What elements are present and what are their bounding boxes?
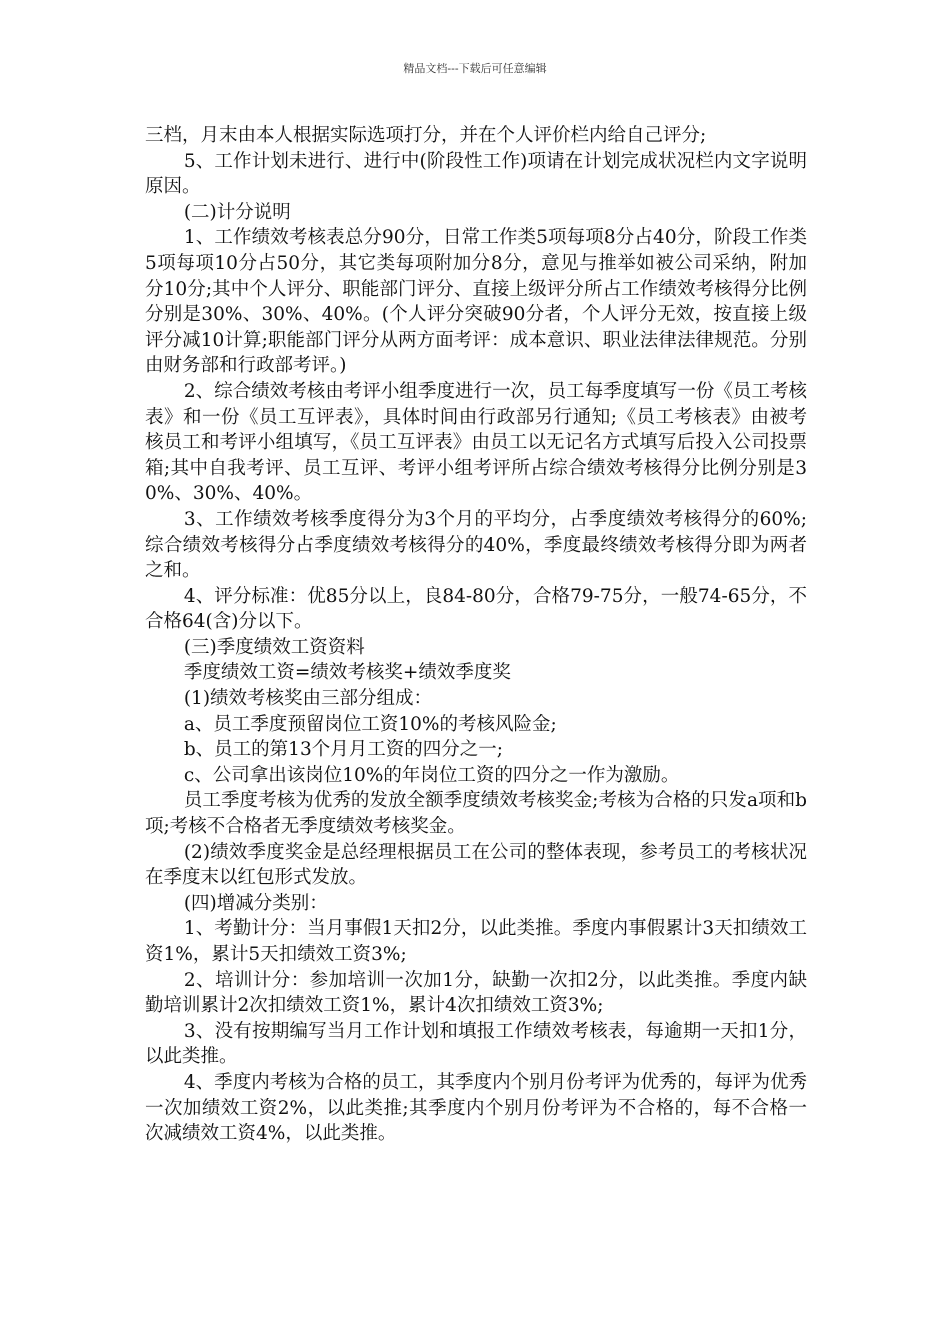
paragraph-training: 2、培训计分：参加培训一次加1分，缺勤一次扣2分，以此类推。季度内缺勤培训累计2次扣绩效工资1%，累计4次扣绩效工资3%; bbox=[145, 969, 807, 1017]
paragraph-pay-formula: 季度绩效工资=绩效考核奖+绩效季度奖 bbox=[183, 662, 511, 684]
paragraph-bonus-composition: (1)绩效考核奖由三部分组成： bbox=[183, 688, 433, 710]
paragraph-quarterly-bonus: (2)绩效季度奖金是总经理根据员工在公司的整体表现，参考员工的考核状况在季度末以红包形式发放。 bbox=[145, 841, 807, 889]
page-header: 精品文档---下载后可任意编辑 bbox=[403, 62, 547, 75]
paragraph-bonus-rules: 员工季度考核为优秀的发放全额季度绩效考核奖金;考核为合格的只发a项和b项;考核不合格者无季度绩效考核奖金。 bbox=[145, 790, 807, 838]
section-heading-quarterly-pay: (三)季度绩效工资资料 bbox=[183, 636, 365, 658]
paragraph-monthly-rating: 4、季度内考核为合格的员工，其季度内个别月份考评为优秀的，每评为优秀一次加绩效工资2%，以此类推;其季度内个别月份考评为不合格的，每不合格一次减绩效工资4%，以此类推。 bbox=[145, 1071, 807, 1145]
list-item-c: c、公司拿出该岗位10%的年岗位工资的四分之一作为激励。 bbox=[183, 764, 680, 786]
list-item-b: b、员工的第13个月月工资的四分之一; bbox=[183, 739, 503, 761]
paragraph-attendance: 1、考勤计分：当月事假1天扣2分，以此类推。季度内事假累计3天扣绩效工资1%，累计5天扣绩效工资3%; bbox=[145, 918, 807, 965]
document-body bbox=[145, 123, 807, 1147]
list-item-a: a、员工季度预留岗位工资10%的考核风险金; bbox=[183, 713, 557, 735]
paragraph-scoring-2: 2、综合绩效考核由考评小组季度进行一次，员工每季度填写一份《员工考核表》和一份《员工互评表》，具体时间由行政部另行通知;《员工考核表》由被考核员工和考评小组填写，《员工互评表》由员工以无记名方式填写后投入公司投票箱;其中自我考评、员工互评、考评小组考评所占综合绩效考核得分比例分别是30%、30%、40%。 bbox=[145, 380, 807, 505]
paragraph-scoring-1: 1、工作绩效考核表总分90分，日常工作类5项每项8分占40分，阶段工作类5项每项10分占50分，其它类每项附加分8分，意见与推举如被公司采纳，附加分10分;其中个人评分、职能部门评分、直接上级评分所占工作绩效考核得分比例分别是30%、30%、40%。(个人评分突破90分者，个人评分无效，按直接上级评分减10计算;职能部门评分从两方面考评：成本意识、职业法律法律规范。分别由财务部和行政部考评。) bbox=[145, 227, 807, 377]
paragraph-scoring-4: 4、评分标准：优85分以上，良84-80分，合格79-75分，一般74-65分，不合格64(含)分以下。 bbox=[145, 585, 807, 633]
paragraph-item-5: 5、工作计划未进行、进行中(阶段性工作)项请在计划完成状况栏内文字说明原因。 bbox=[145, 150, 807, 198]
section-heading-scoring: (二)计分说明 bbox=[183, 201, 291, 223]
paragraph-continuation: 三档，月末由本人根据实际选项打分，并在个人评价栏内给自己评分; bbox=[145, 125, 707, 146]
paragraph-late-plan: 3、没有按期编写当月工作计划和填报工作绩效考核表，每逾期一天扣1分，以此类推。 bbox=[145, 1020, 807, 1068]
section-heading-adjustments: (四)增减分类别： bbox=[183, 892, 328, 914]
paragraph-scoring-3: 3、工作绩效考核季度得分为3个月的平均分，占季度绩效考核得分的60%;综合绩效考核得分占季度绩效考核得分的40%，季度最终绩效考核得分即为两者之和。 bbox=[145, 508, 807, 582]
